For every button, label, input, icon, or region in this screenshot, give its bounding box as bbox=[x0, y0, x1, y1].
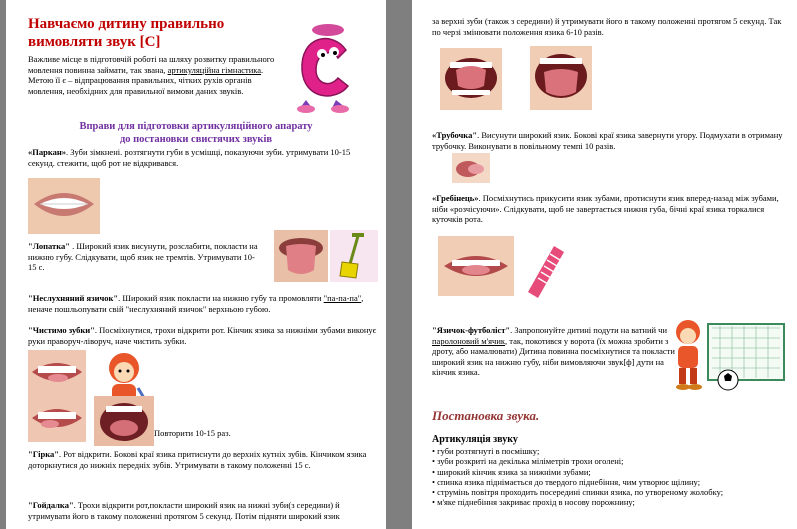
parkan-exercise bbox=[28, 147, 378, 168]
teeth-brushing-photo-1 bbox=[28, 350, 86, 396]
hrebinets-exercise bbox=[432, 193, 788, 225]
futbolist-exercise bbox=[432, 325, 680, 378]
parkan-text: . Зуби зімкнені. розтягнути губи в усмішці, показуючи зуби. утримувати 10-15 секунд. стежити, щоб рот не відкривався. bbox=[28, 147, 351, 168]
title-line-2: вимовляти звук [С] bbox=[28, 34, 161, 50]
artic-list bbox=[432, 446, 792, 508]
document-page-2 bbox=[412, 0, 797, 529]
hoidalka-exercise bbox=[28, 500, 380, 521]
list-item: • м'яке піднебіння закриває прохід в носову порожнину; bbox=[432, 497, 792, 507]
tongue-out-photo bbox=[274, 230, 328, 282]
tongue-down-photo bbox=[530, 46, 592, 110]
list-item: • зуби розкриті на декілька міліметрів трохи оголені; bbox=[432, 456, 792, 466]
subtitle-line-1: Вправи для підготовки артикуляційного апарату bbox=[79, 121, 313, 132]
hrebinets-text: . Посміхнутись прикусити язик зубами, протиснути язик вперед-назад між зубами, ніби «розчісуючи». Слідкувати, щоб не завертається нижня губа, бічні краї язика торкалися куточків рота. bbox=[432, 193, 779, 224]
intro-link[interactable]: артикуляційна гімнастика bbox=[167, 64, 262, 75]
chystymo-label: "Чистимо зубки" bbox=[28, 325, 95, 335]
intro-text-2: . Метою її є – відпрацювання правильних, чітких рухів органів мовлення, необхідних для правильної вимови даних звуків. bbox=[28, 64, 264, 96]
list-item: • струмінь повітря проходить посередині спинки язика, по утвореному жолобку; bbox=[432, 487, 792, 497]
tube-tongue-photo bbox=[452, 153, 490, 183]
list-item: • широкий кінчик язика за нижніми зубами; bbox=[432, 467, 792, 477]
lopatka-label: "Лопатка" bbox=[28, 241, 70, 251]
futbolist-label: "Язичок-футболіст" bbox=[432, 325, 511, 335]
comb-icon bbox=[520, 236, 572, 300]
lopatka-text: . Широкий язик висунути, розслабити, покласти на нижню губу. Слідкувати, щоб язик не тремтів. Утримувати 10-15 с. bbox=[28, 241, 258, 272]
tongue-up-photo bbox=[440, 48, 502, 110]
title-line-1: Навчаємо дитину правильно bbox=[28, 16, 225, 32]
hoidalka-label: "Гойдалка" bbox=[28, 500, 74, 510]
repeat-note: Повторити 10-15 раз. bbox=[154, 428, 231, 438]
trubochka-label: «Трубочка" bbox=[432, 130, 478, 140]
futbolist-text-1: . Запропонуйте дитині подути на ватний чи bbox=[510, 325, 668, 335]
hirka-label: "Гірка" bbox=[28, 449, 59, 459]
trubochka-exercise bbox=[432, 130, 788, 151]
list-item: • губи розтягнуті в посмішку; bbox=[432, 446, 792, 456]
lopatka-exercise bbox=[28, 241, 258, 273]
shovel-icon bbox=[330, 230, 378, 282]
exercises-subtitle bbox=[46, 120, 346, 146]
hirka-exercise bbox=[28, 449, 378, 470]
comb-tongue-photo bbox=[438, 236, 514, 296]
trubochka-text: . Висунути широкий язик. Бокові краї язика завернути угору. Подмухати в отриману трубочку. Виконувати в повільному темпі 10 разів. bbox=[432, 130, 783, 151]
football-boy-goal-image bbox=[668, 316, 788, 398]
neslukh-link[interactable]: "па-па-па" bbox=[323, 293, 362, 303]
document-page-1 bbox=[6, 0, 386, 529]
hoidalka-text: . Трохи відкрити рот,покласти широкий язик на нижні зуби(з середини) й утримувати його в такому положенні протягом 5 секунд. Потім підняти широкий язик bbox=[28, 500, 340, 521]
parkan-label: «Паркан» bbox=[28, 147, 67, 157]
artic-title: Артикуляція звуку bbox=[432, 434, 518, 445]
list-item: • спинка язика піднімається до твердого піднебіння, чим утворює щілину; bbox=[432, 477, 792, 487]
subtitle-line-2: до постановки свистячих звуків bbox=[119, 134, 273, 145]
letter-c-mascot-image bbox=[292, 20, 364, 114]
page-title bbox=[28, 15, 288, 51]
postanovka-heading: Постановка звука. bbox=[432, 408, 540, 423]
futbolist-link[interactable]: паролоновий м'ячик bbox=[432, 335, 506, 346]
intro-paragraph bbox=[28, 54, 290, 96]
neslukh-text-2: , неначе пошльопувати свій "неслухняний язичок" верхньою губою. bbox=[28, 293, 364, 314]
futbolist-text-2: , так, покотився у ворота (їх можна зробити з дроту, або намалювати) Дитина повинна посміхнутися та покласти широкий язик на нижню губу, ніби вимовляючи звук[ф] дути на кінчик язика. bbox=[432, 335, 675, 377]
hoidalka-continued: за верхні зуби (також з середини) й утримувати його в такому положенні протягом 5 секунд. Так по черзі змінювати положення язика 6-10 разів. bbox=[432, 16, 782, 37]
neslukhnyany-exercise bbox=[28, 293, 378, 314]
hrebinets-label: «Гребінець» bbox=[432, 193, 479, 203]
hirka-text: . Рот відкрити. Бокові краї язика притиснути до верхніх кутніх зубів. Кінчиком язика доторкнутися до нижніх передніх зубів. Утримувати в такому положенні 15 с. bbox=[28, 449, 367, 470]
chystymo-exercise bbox=[28, 325, 378, 346]
intro-text-1: Важливе місце в підготовчій роботі на шляху розвитку правильного мовлення повинна займати, так звана, bbox=[28, 54, 275, 75]
chystymo-text: . Посміхнутися, трохи відкрити рот. Кінчик язика за нижніми зубами виконує руки праворуч-ліворуч, наче чистить зубки. bbox=[28, 325, 377, 346]
smile-teeth-photo bbox=[28, 178, 100, 234]
neslukh-text-1: . Широкий язик покласти на нижню губу та промовляти bbox=[118, 293, 324, 303]
mouth-wide-photo bbox=[94, 396, 154, 446]
neslukh-label: "Неслухняний язичок" bbox=[28, 293, 119, 303]
